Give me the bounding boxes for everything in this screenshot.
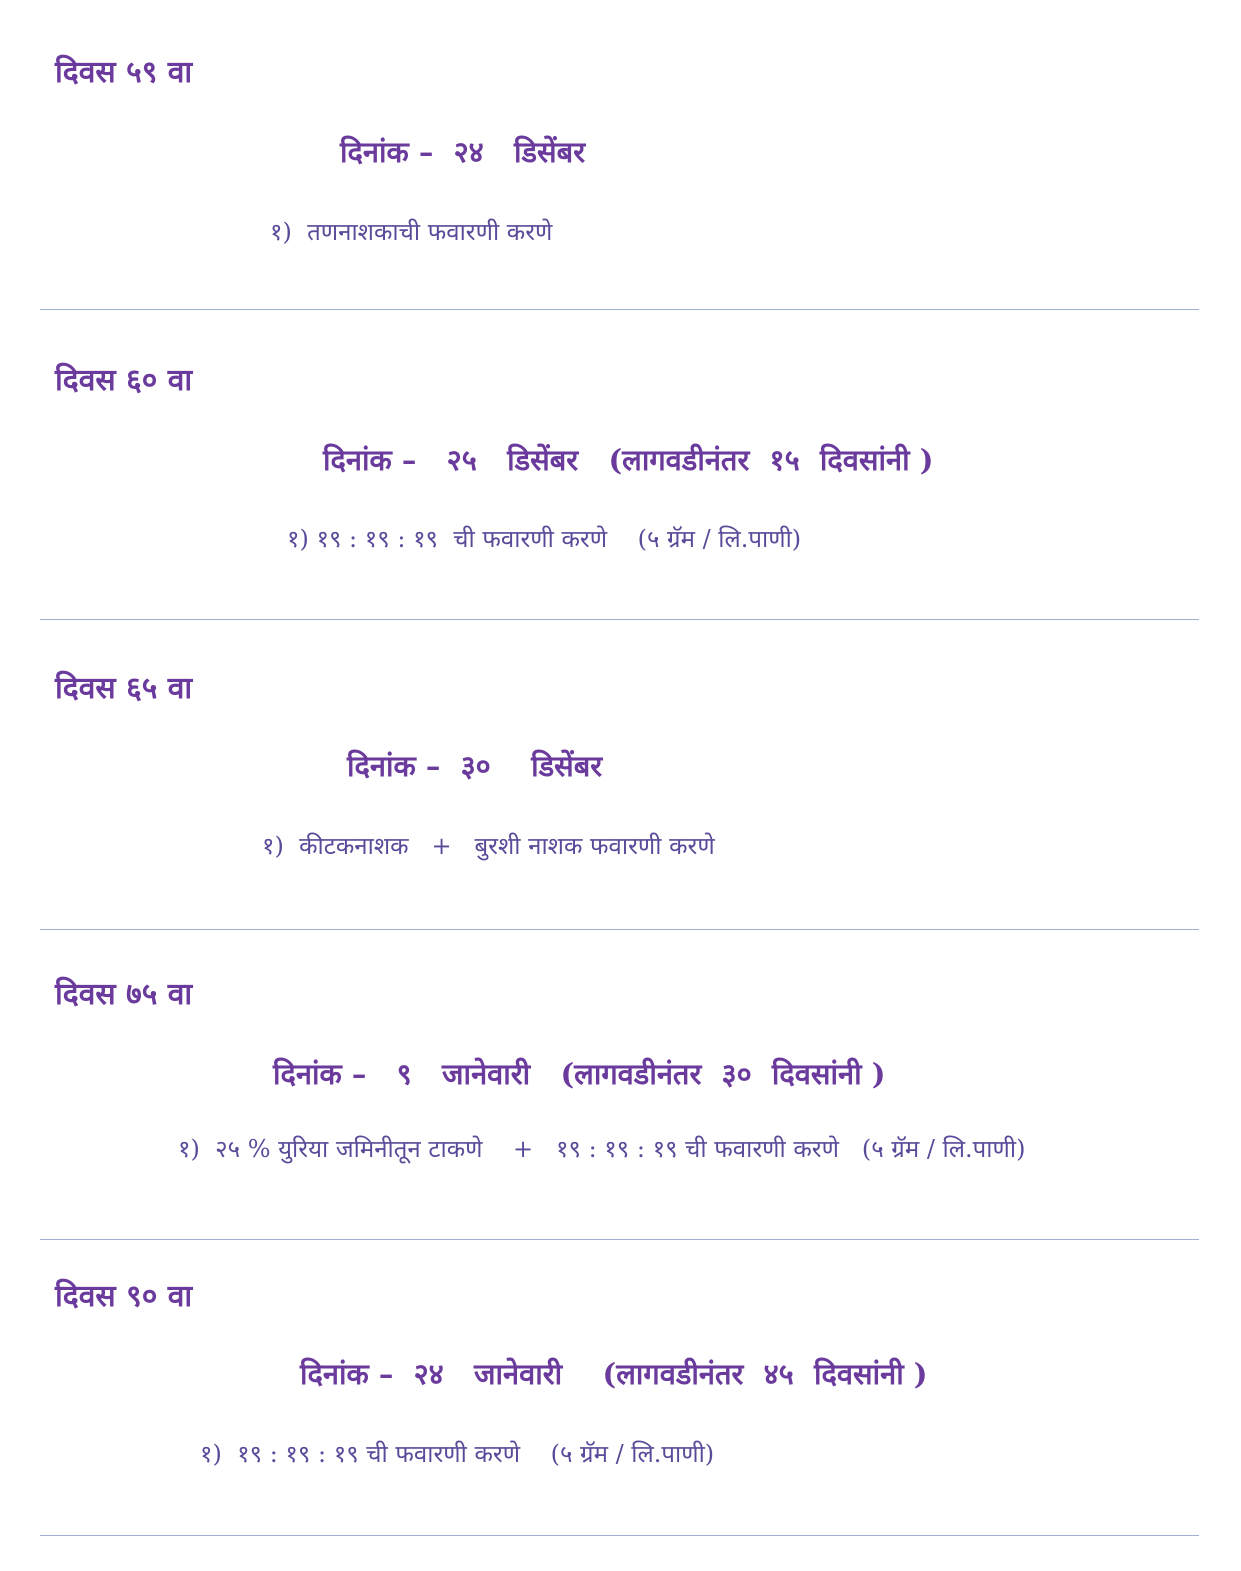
date-line: दिनांक – ९ जानेवारी (लागवडीनंतर ३० दिवसांनी ) (273, 1057, 886, 1091)
task-item: १) २५ % युरिया जमिनीतून टाकणे + १९ : १९ : १९ ची फवारणी करणे (५ ग्रॅम / लि.पाणी) (178, 1135, 1026, 1163)
day-heading: दिवस ६५ वा (55, 671, 193, 706)
section-divider (40, 1535, 1199, 1536)
day-heading: दिवस ९० वा (55, 1279, 193, 1314)
section-divider (40, 619, 1199, 620)
section-divider (40, 929, 1199, 930)
date-line: दिनांक – २५ डिसेंबर (लागवडीनंतर १५ दिवसांनी ) (323, 443, 934, 477)
task-item: १) १९ : १९ : १९ ची फवारणी करणे (५ ग्रॅम / लि.पाणी) (200, 1440, 715, 1468)
section-divider (40, 1239, 1199, 1240)
day-heading: दिवस ५९ वा (55, 55, 193, 90)
day-heading: दिवस ७५ वा (55, 977, 193, 1012)
day-heading: दिवस ६० वा (55, 363, 193, 398)
date-line: दिनांक – ३० डिसेंबर (347, 749, 603, 783)
task-item: १) कीटकनाशक + बुरशी नाशक फवारणी करणे (262, 832, 715, 860)
task-item: १) तणनाशकाची फवारणी करणे (270, 218, 553, 246)
date-line: दिनांक – २४ डिसेंबर (340, 135, 586, 169)
task-item: १) १९ : १९ : १९ ची फवारणी करणे (५ ग्रॅम / लि.पाणी) (287, 525, 802, 553)
section-divider (40, 309, 1199, 310)
date-line: दिनांक – २४ जानेवारी (लागवडीनंतर ४५ दिवसांनी ) (300, 1357, 928, 1391)
